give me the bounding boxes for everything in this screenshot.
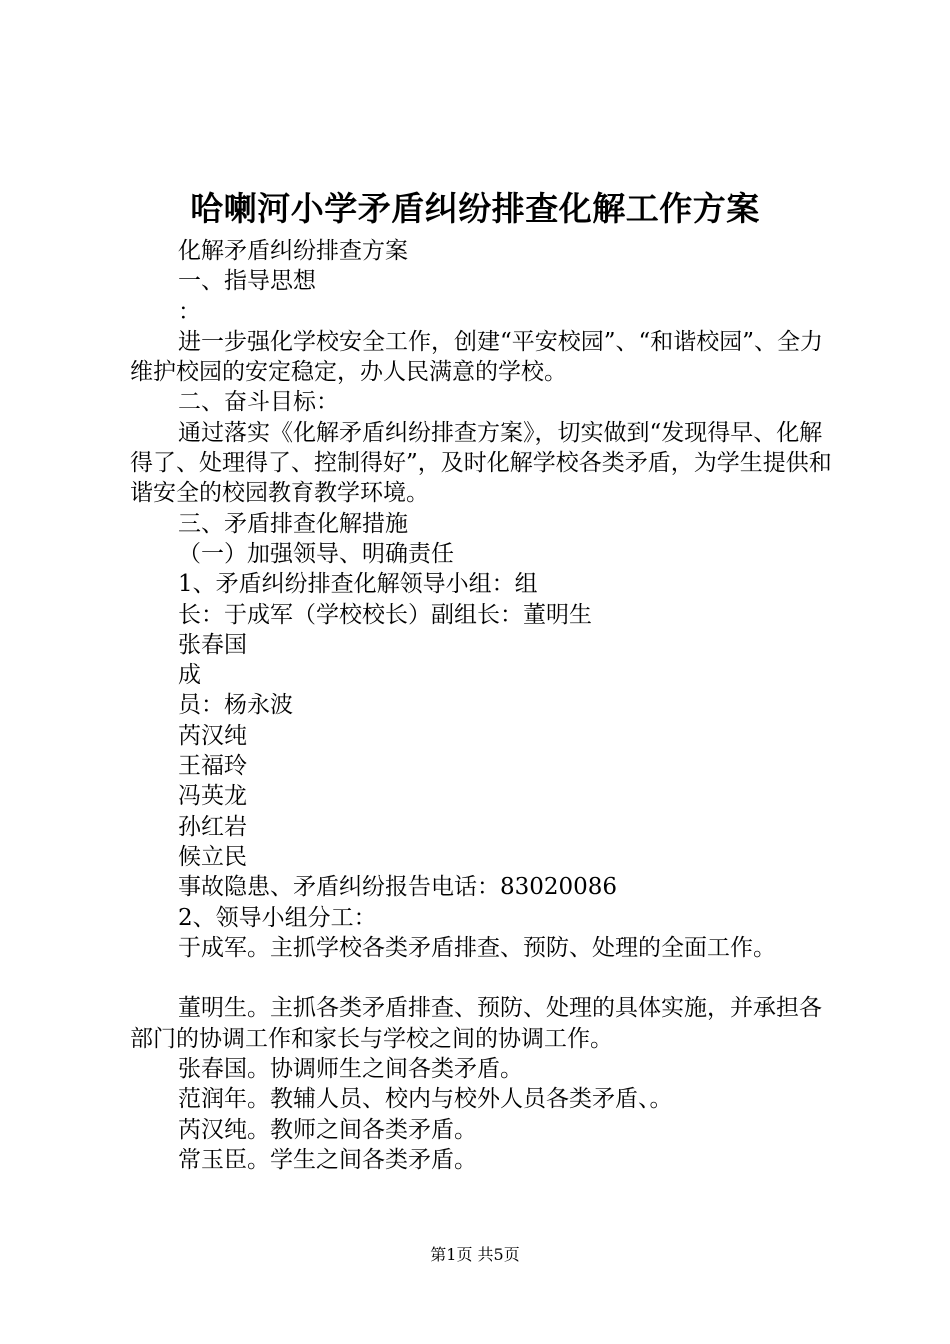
paragraph: 于成军。主抓学校各类矛盾排查、预防、处理的全面工作。 [178,934,776,961]
paragraph-line: 范润年。教辅人员、校内与校外人员各类矛盾、。 [178,1086,673,1113]
paragraph-line: 张春国。协调师生之间各类矛盾。 [178,1056,523,1083]
member-name: 孙红岩 [178,813,247,840]
paragraph-line: 常玉臣。学生之间各类矛盾。 [178,1146,477,1173]
document-body [130,236,835,1175]
page-title: 哈喇河小学矛盾纠纷排查化解工作方案 [190,189,760,228]
paragraph-line: 长：于成军（学校校长）副组长：董明生 [178,601,592,628]
paragraph-line: ： [178,298,201,325]
section-heading: 三、矛盾排查化解措施 [178,510,408,537]
blank-line [130,963,835,993]
member-name: 候立民 [178,843,247,870]
member-name: 张春国 [178,631,247,658]
paragraph: 进一步强化学校安全工作，创建“平安校园”、“和谐校园”、全力维护校园的安定稳定，办人民满意的学校。 [130,328,824,386]
phone-line: 事故隐患、矛盾纠纷报告电话：83020086 [178,874,618,901]
paragraph-line: 员：杨永波 [178,692,293,719]
paragraph: 通过落实《化解矛盾纠纷排查方案》，切实做到“发现得早、化解得了、处理得了、控制得好”，及时化解学校各类矛盾，为学生提供和谐安全的校园教育教学环境。 [130,419,832,507]
section-heading: 二、奋斗目标： [178,389,339,416]
section-heading: 2、领导小组分工： [178,904,377,931]
paragraph-line: 成 [178,662,201,689]
paragraph-line: 芮汉纯。教师之间各类矛盾。 [178,1116,477,1143]
member-name: 王福玲 [178,753,247,780]
paragraph: 董明生。主抓各类矛盾排查、预防、处理的具体实施，并承担各部门的协调工作和家长与学校之间的协调工作。 [130,995,822,1052]
subtitle-line: 化解矛盾纠纷排查方案 [178,238,408,264]
member-name: 冯英龙 [178,783,247,810]
member-name: 芮汉纯 [178,722,247,749]
subsection-heading: （一）加强领导、明确责任 [178,540,454,567]
paragraph-line: 1、矛盾纠纷排查化解领导小组：组 [178,571,538,598]
section-heading: 一、指导思想 [178,268,316,295]
page-footer: 第1页 共5页 [430,1245,520,1264]
